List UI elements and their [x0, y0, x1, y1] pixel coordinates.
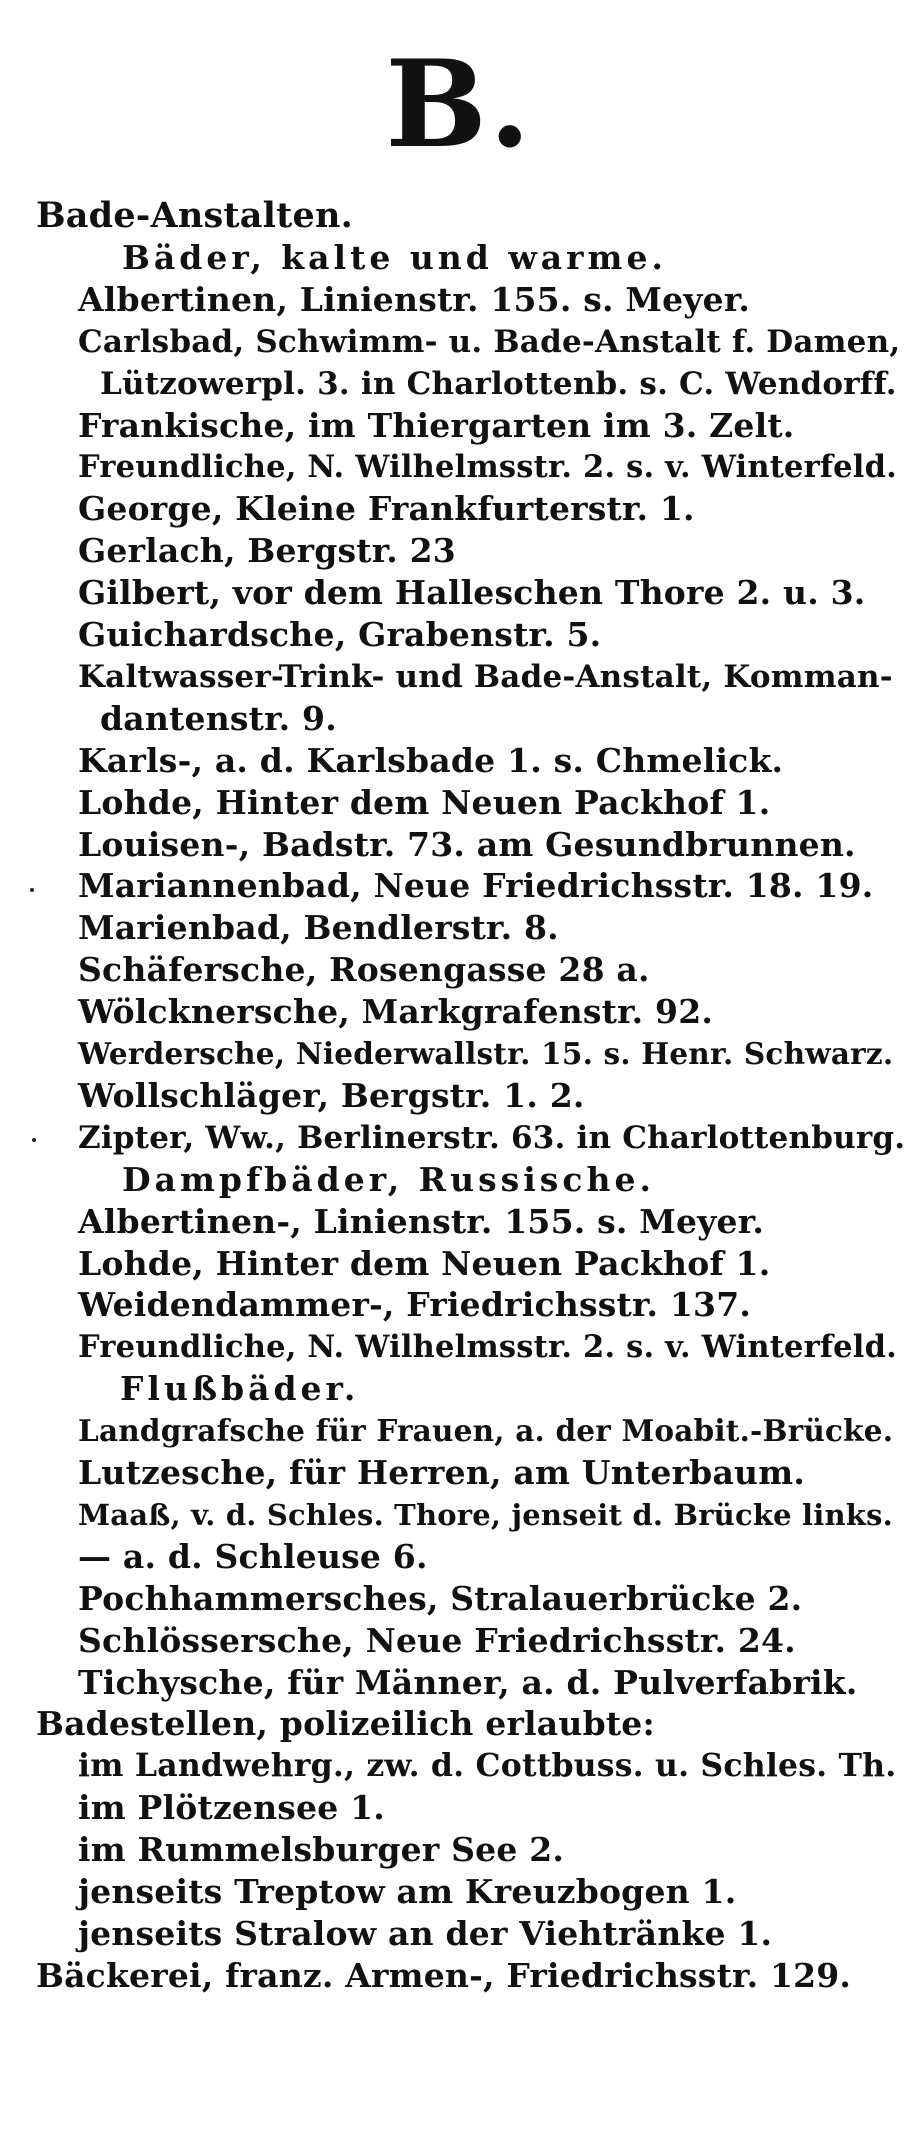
directory-entry: jenseits Stralow an der Viehtränke 1. [78, 1914, 773, 1953]
directory-entry: Carlsbad, Schwimm- u. Bade-Anstalt f. Damen, [78, 324, 901, 360]
directory-entry: Lohde, Hinter dem Neuen Packhof 1. [78, 1244, 771, 1283]
directory-entry: Werdersche, Niederwallstr. 15. s. Henr. Schwarz. [78, 1036, 894, 1071]
directory-entry: jenseits Treptow am Kreuzbogen 1. [78, 1872, 737, 1911]
directory-entry: im Plötzensee 1. [78, 1788, 385, 1827]
entry-continuation: dantenstr. 9. [100, 699, 337, 738]
directory-entry: Landgrafsche für Frauen, a. der Moabit.-Brücke. [78, 1413, 894, 1448]
directory-entry: Guichardsche, Grabenstr. 5. [78, 615, 602, 654]
directory-entry: Louisen-, Badstr. 73. am Gesundbrunnen. [78, 825, 856, 864]
directory-entry: Lutzesche, für Herren, am Unterbaum. [78, 1453, 806, 1492]
section-letter: B. [385, 34, 533, 175]
directory-entry: Schlössersche, Neue Friedrichsstr. 24. [78, 1621, 796, 1660]
directory-entry: Frankische, im Thiergarten im 3. Zelt. [78, 406, 795, 445]
directory-entry: im Landwehrg., zw. d. Cottbuss. u. Schles. Th. [78, 1747, 897, 1784]
subsection-heading: Dampfbäder, Russische. [122, 1160, 655, 1199]
subsection-heading: Flußbäder. [120, 1369, 360, 1408]
directory-entry: Mariannenbad, Neue Friedrichsstr. 18. 19. [78, 866, 874, 905]
directory-entry: Weidendammer-, Friedrichsstr. 137. [78, 1285, 752, 1324]
section-heading: Bäckerei, franz. Armen-, Friedrichsstr. 129. [36, 1956, 852, 1995]
section-heading: Bade-Anstalten. [36, 195, 354, 236]
section-heading: Badestellen, polizeilich erlaubte: [36, 1704, 655, 1743]
directory-entry: Kaltwasser-Trink- und Bade-Anstalt, Komman- [78, 659, 893, 695]
directory-entry: — a. d. Schleuse 6. [78, 1537, 428, 1576]
directory-entry: Marienbad, Bendlerstr. 8. [78, 908, 559, 947]
directory-entry: George, Kleine Frankfurterstr. 1. [78, 489, 695, 528]
directory-entry: Karls-, a. d. Karlsbade 1. s. Chmelick. [78, 741, 784, 780]
directory-entry: Gerlach, Bergstr. 23 [78, 531, 456, 570]
directory-entry: Tichysche, für Männer, a. d. Pulverfabrik. [78, 1663, 858, 1702]
directory-entry: Albertinen, Linienstr. 155. s. Meyer. [78, 280, 751, 319]
directory-entry: Schäfersche, Rosengasse 28 a. [78, 950, 650, 989]
directory-entry: Gilbert, vor dem Halleschen Thore 2. u. 3. [78, 573, 866, 612]
directory-entry: Freundliche, N. Wilhelmsstr. 2. s. v. Winterfeld. [78, 1329, 897, 1365]
directory-entry: Freundliche, N. Wilhelmsstr. 2. s. v. Winterfeld. [78, 449, 897, 485]
margin-dot [30, 888, 34, 892]
directory-entry: im Rummelsburger See 2. [78, 1830, 565, 1869]
directory-entry: Wollschläger, Bergstr. 1. 2. [78, 1076, 585, 1115]
entry-continuation: Lützowerpl. 3. in Charlottenb. s. C. Wendorff. [100, 366, 897, 402]
directory-entry: Zipter, Ww., Berlinerstr. 63. in Charlottenburg. [78, 1120, 906, 1156]
directory-entry: Wölcknersche, Markgrafenstr. 92. [78, 992, 714, 1031]
subsection-heading: Bäder, kalte und warme. [122, 238, 667, 277]
margin-dot [32, 1138, 36, 1142]
directory-entry: Pochhammersches, Stralauerbrücke 2. [78, 1579, 803, 1618]
directory-entry: Lohde, Hinter dem Neuen Packhof 1. [78, 783, 771, 822]
directory-entry: Albertinen-, Linienstr. 155. s. Meyer. [78, 1202, 765, 1241]
directory-entry: Maaß, v. d. Schles. Thore, jenseit d. Brücke links. [78, 1498, 893, 1532]
